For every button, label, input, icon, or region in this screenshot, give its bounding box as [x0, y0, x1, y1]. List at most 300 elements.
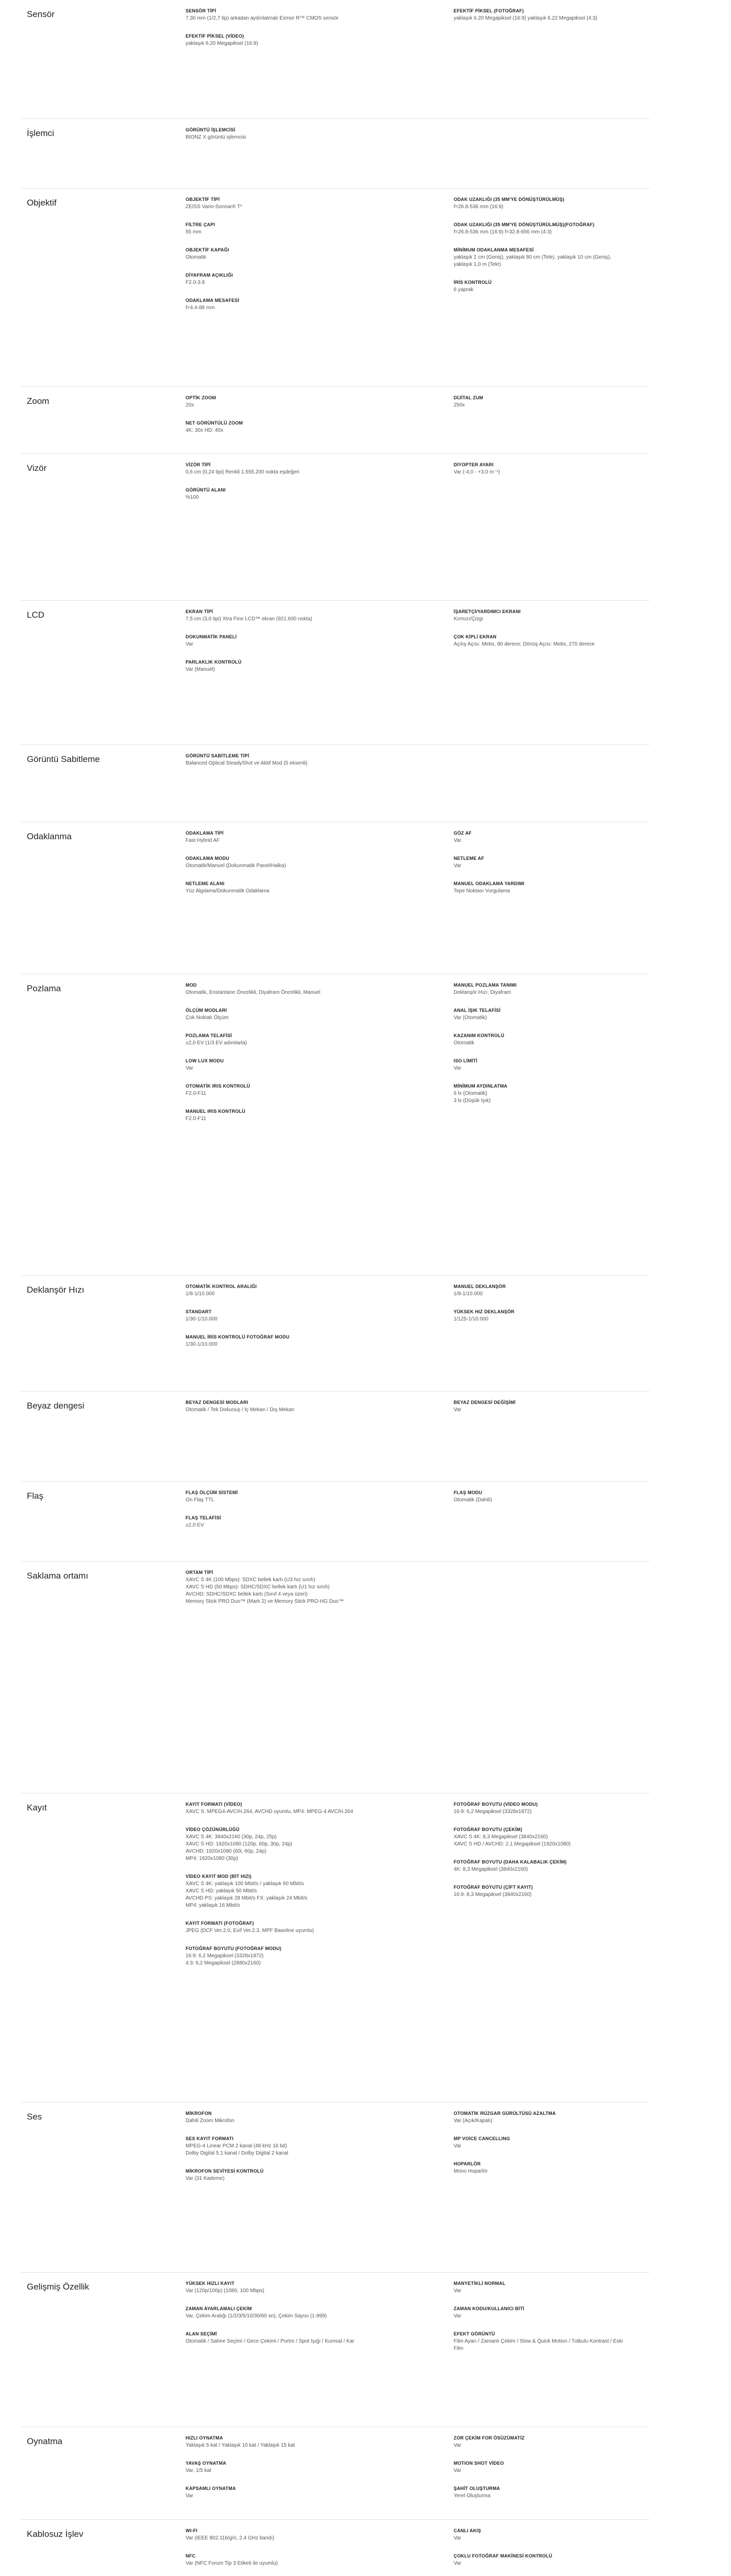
- spec-value: XAVC S 4K: 3840x2160 (30p, 24p, 25p) XAVC S HD: 1920x1080 (120p, 60p, 30p, 24p) AVCHD: 1920x1080 (60i, 60p, 24p) MP4: 1920x1080 (30p): [186, 1834, 292, 1861]
- spec-label: GÖRÜNTÜ SABİTLEME TİPİ: [186, 753, 250, 758]
- spec-item: [454, 2136, 624, 2150]
- spec-value: Var (-4,0 - +3,0 m⁻¹): [454, 469, 500, 475]
- spec-value: 6 yaprak: [454, 287, 474, 293]
- spec-item: [454, 2111, 624, 2125]
- spec-value: Yüz Algılama/Dokunmatik Odaklama: [186, 888, 270, 894]
- spec-section: [21, 386, 650, 453]
- spec-value: Var: [186, 641, 193, 647]
- spec-value: yaklaşık 6.20 Megapiksel (16:9): [186, 41, 258, 46]
- spec-value: Var: [454, 2468, 461, 2473]
- spec-item: [454, 1400, 624, 1414]
- spec-label: HIZLI OYNATMA: [186, 2435, 223, 2441]
- spec-label: BEYAZ DENGESİ DEĞİŞİMİ: [454, 1400, 516, 1405]
- spec-label: MP VOİCE CANCELLING: [454, 2136, 510, 2141]
- spec-column-right: [454, 1284, 624, 1334]
- section-title: Görüntü Sabitleme: [27, 754, 100, 764]
- spec-section: [21, 2102, 650, 2272]
- spec-value: Balanced Optical SteadyShot ve Aktif Mod (5 eksenli): [186, 760, 308, 766]
- spec-label: OTOMATİK RÜZGAR GÜRÜLTÜSÜ AZALTMA: [454, 2111, 556, 2116]
- spec-item: [186, 247, 356, 261]
- section-title: Odaklanma: [27, 832, 72, 841]
- spec-item: [454, 2331, 624, 2352]
- spec-item: [186, 222, 356, 236]
- spec-value: 1/8-1/10.000: [454, 1291, 483, 1297]
- spec-label: SENSÖR TİPİ: [186, 8, 217, 13]
- spec-value: 0,6 cm (0,24 tipi) Renkli 1.555.200 nokta eşdeğeri: [186, 469, 300, 475]
- spec-value: Var (31 Kademe): [186, 2176, 225, 2181]
- spec-item: [186, 1946, 356, 1967]
- spec-value: F2.0-3.8: [186, 280, 205, 285]
- spec-item: [186, 2306, 356, 2320]
- spec-label: ORTAM TİPİ: [186, 1570, 213, 1575]
- spec-item: [186, 462, 356, 476]
- spec-label: ÇOK KİPLİ EKRAN: [454, 634, 497, 639]
- spec-label: GÖRÜNTÜ ALANI: [186, 487, 226, 493]
- spec-column-right: [454, 831, 624, 906]
- spec-column-left: [186, 2435, 356, 2511]
- spec-item: [186, 197, 356, 211]
- spec-item: [454, 982, 624, 996]
- spec-value: XAVC S 4K (100 Mbps): SDXC bellek kartı (U3 hız sınıfı) XAVC S HD (50 Mbps): SDHC/SDXC bellek kartı (U1 hız sınıfı) AVCHD: SDHC/SDXC bellek kartı (Sınıf 4 veya üzeri) Memory Stick PRO Duo™ (Mark 2) ve Memory Stick PRO-HG Duo™: [186, 1577, 344, 1604]
- section-title: Beyaz dengesi: [27, 1401, 85, 1411]
- spec-section: [21, 974, 650, 1275]
- spec-label: DİYOPTER AYARI: [454, 462, 494, 467]
- spec-column-right: [454, 609, 624, 659]
- spec-label: MİKROFON SEVİYESİ KONTROLÜ: [186, 2168, 264, 2174]
- spec-value: Var: [454, 2143, 461, 2149]
- spec-label: MİKROFON: [186, 2111, 212, 2116]
- spec-column-left: [186, 1570, 356, 1617]
- spec-item: [186, 1515, 356, 1529]
- spec-label: İŞARETÇİ/YARDIMCI EKRANI: [454, 609, 521, 614]
- spec-value: Var (Manuel): [186, 667, 215, 672]
- spec-column-right: [454, 395, 624, 420]
- section-title: Saklama ortamı: [27, 1571, 89, 1581]
- spec-value: Var: [454, 1065, 461, 1071]
- spec-column-left: [186, 395, 356, 446]
- spec-value: 4K: 8,3 Megapiksel (3840x2160): [454, 1867, 528, 1872]
- spec-item: [186, 609, 356, 623]
- spec-item: [186, 2111, 356, 2125]
- spec-label: PARLAKLIK KONTROLÜ: [186, 659, 242, 665]
- spec-label: KAYIT FORMATI (VİDEO): [186, 1802, 242, 1807]
- spec-label: EFEKTİF PİKSEL (VİDEO): [186, 33, 244, 39]
- spec-label: CANLI AKIŞ: [454, 2528, 481, 2533]
- spec-column-left: [186, 8, 356, 59]
- spec-label: ZAMAN KODU/KULLANICI BİTİ: [454, 2306, 524, 2311]
- spec-item: [186, 1334, 356, 1348]
- spec-value: F2.0-F11: [186, 1116, 206, 1122]
- spec-value: Var: [454, 2535, 461, 2541]
- spec-label: WI-FI: [186, 2528, 197, 2533]
- spec-item: [186, 273, 356, 286]
- spec-item: [186, 2486, 356, 2500]
- spec-value: Deklanşör Hızı, Diyafram: [454, 990, 511, 995]
- spec-item: [454, 462, 624, 476]
- spec-value: ±2,0 EV (1/3 EV adımlarla): [186, 1040, 247, 1046]
- spec-value: Yaklaşık 5 kat / Yaklaşık 10 kat / Yaklaşık 15 kat: [186, 2443, 295, 2448]
- spec-value: ZEISS Vario-Sonnar® T*: [186, 204, 242, 210]
- spec-item: [454, 2486, 624, 2500]
- spec-value: yaklaşık 6.20 Megapiksel (16:9) yaklaşık 6.22 Megapiksel (4:3): [454, 15, 597, 21]
- spec-item: [454, 1802, 624, 1816]
- spec-column-right: [454, 462, 624, 487]
- spec-label: FLAŞ TELAFİSİ: [186, 1515, 221, 1520]
- spec-value: Yerel Oluşturma: [454, 2493, 491, 2499]
- spec-label: ODAKLAMA MESAFESİ: [186, 298, 240, 303]
- spec-value: Mono Hoparlör: [454, 2168, 488, 2174]
- spec-label: ŞAHİT OLUŞTURMA: [454, 2486, 500, 2491]
- spec-column-left: [186, 197, 356, 323]
- spec-column-right: [454, 2528, 624, 2576]
- spec-label: VİZÖR TİPİ: [186, 462, 211, 467]
- section-title: Deklanşör Hızı: [27, 1285, 85, 1295]
- spec-value: Kırmızı/Çizgi: [454, 616, 483, 622]
- spec-section: [21, 1391, 650, 1481]
- spec-value: BIONZ X görüntü işlemcisi: [186, 134, 246, 140]
- spec-label: MANUEL ODAKLAMA YARDIMI: [454, 881, 525, 886]
- spec-label: OPTİK ZOOM: [186, 395, 216, 400]
- spec-column-right: [454, 2111, 624, 2187]
- spec-value: 250x: [454, 402, 465, 408]
- spec-label: MANUEL İRİS KONTROLÜ FOTOĞRAF MODU: [186, 1334, 290, 1340]
- spec-label: ISO LİMİTİ: [454, 1058, 477, 1063]
- spec-label: DİJİTAL ZUM: [454, 395, 484, 400]
- spec-item: [186, 8, 356, 22]
- spec-label: ÖLÇÜM MODLARI: [186, 1008, 227, 1013]
- spec-item: [454, 1033, 624, 1047]
- spec-item: [186, 127, 356, 141]
- spec-section: [21, 453, 650, 600]
- spec-item: [186, 2435, 356, 2449]
- spec-item: [454, 247, 624, 268]
- spec-column-left: [186, 831, 356, 906]
- spec-label: FOTOĞRAF BOYUTU (DAHA KALABALIK ÇEKİM): [454, 1859, 567, 1865]
- spec-column-right: [454, 1490, 624, 1515]
- spec-item: [454, 2528, 624, 2542]
- spec-value: f=26.8-536 mm (16:9): [454, 204, 504, 210]
- spec-label: ODAKLAMA TİPİ: [186, 831, 224, 836]
- spec-item: [186, 634, 356, 648]
- spec-item: [454, 1284, 624, 1298]
- spec-label: İRİS KONTROLÜ: [454, 280, 492, 285]
- spec-value: Otomatik / Sahne Seçimi / Gece Çekimi / Portre / Spot Işığı / Kumsal / Kar: [186, 2338, 355, 2344]
- spec-label: DOKUNMATİK PANELİ: [186, 634, 237, 639]
- spec-item: [186, 1802, 356, 1816]
- spec-item: [454, 2281, 624, 2295]
- spec-value: yaklaşık 1 cm (Geniş), yaklaşık 80 cm (Tele), yaklaşık 10 cm (Geniş), yaklaşık 1,0 m (Tele): [454, 255, 611, 267]
- spec-column-left: [186, 2281, 356, 2357]
- spec-label: NETLEME ALANI: [186, 881, 225, 886]
- spec-column-right: [454, 2281, 624, 2364]
- spec-item: [186, 1033, 356, 1047]
- spec-item: [454, 1885, 624, 1899]
- spec-value: Var (120p/100p) (1080, 100 Mbps): [186, 2288, 264, 2294]
- spec-value: 6 lx (Otomatik) 3 lx (Düşük Işık): [454, 1091, 491, 1104]
- spec-section: [21, 1561, 650, 1793]
- spec-section: [21, 118, 650, 188]
- spec-label: GÖZ AF: [454, 831, 472, 836]
- spec-item: [186, 2461, 356, 2475]
- spec-label: NFC: [186, 2553, 196, 2558]
- spec-label: OTOMATİK KONTROL ARALIĞI: [186, 1284, 257, 1289]
- section-title: İşlemci: [27, 128, 54, 138]
- spec-label: ODAKLAMA MODU: [186, 856, 229, 861]
- spec-value: Var: [454, 1407, 461, 1413]
- spec-column-right: [454, 2435, 624, 2511]
- spec-item: [454, 634, 624, 648]
- spec-section: [21, 1481, 650, 1561]
- spec-item: [454, 881, 624, 895]
- spec-column-left: [186, 2111, 356, 2194]
- spec-item: [454, 1859, 624, 1873]
- spec-section: [21, 2519, 650, 2576]
- spec-item: [454, 2306, 624, 2320]
- spec-label: NETLEME AF: [454, 856, 485, 861]
- spec-value: Otomatik, Enstantane Öncelikli, Diyafram Öncelikli, Manuel: [186, 990, 321, 995]
- spec-value: 7,30 mm (1/2,7 tip) arkadan aydınlatmalı Exmor R™ CMOS sensör: [186, 15, 339, 21]
- section-title: Pozlama: [27, 984, 61, 993]
- spec-value: Otomatik (Dahili): [454, 1497, 492, 1503]
- spec-label: ODAK UZAKLIĞI (35 MM'YE DÖNÜŞTÜRÜLMÜŞ)(FOTOĞRAF): [454, 222, 595, 227]
- spec-item: [186, 2553, 356, 2567]
- spec-item: [186, 2331, 356, 2345]
- spec-item: [186, 856, 356, 870]
- spec-value: Var (NFC Forum Tip 3 Etiketi ile uyumlu): [186, 2561, 278, 2566]
- spec-item: [186, 298, 356, 312]
- spec-label: KAYIT FORMATI (FOTOĞRAF): [186, 1921, 254, 1926]
- spec-section: [21, 2427, 650, 2519]
- spec-item: [454, 222, 624, 236]
- spec-value: %100: [186, 495, 199, 500]
- spec-item: [186, 1083, 356, 1097]
- spec-value: MPEG-4 Linear PCM 2 kanal (48 kHz 16 bit) Dolby Digital 5.1 kanal / Dolby Digital 2 kanal: [186, 2143, 288, 2156]
- spec-column-right: [454, 1802, 624, 1910]
- spec-label: FİLTRE ÇAPI: [186, 222, 215, 227]
- spec-label: BEYAZ DENGESİ MODLARI: [186, 1400, 248, 1405]
- spec-label: MANYETİKLİ NORMAL: [454, 2281, 506, 2286]
- spec-value: 4K: 30x HD: 40x: [186, 428, 223, 433]
- spec-label: ZOR ÇEKİM FOR ÖSÜZÜMATİZ: [454, 2435, 525, 2441]
- spec-label: NET GÖRÜNTÜLÜ ZOOM: [186, 420, 243, 426]
- spec-value: Fast Hybrid AF: [186, 838, 220, 843]
- spec-label: ÇOKLU FOTOĞRAF MAKİNESİ KONTROLÜ: [454, 2553, 553, 2558]
- spec-label: FLAŞ MODU: [454, 1490, 483, 1495]
- spec-item: [186, 1284, 356, 1298]
- spec-item: [186, 1874, 356, 1909]
- spec-column-left: [186, 462, 356, 513]
- spec-column-right: [454, 982, 624, 1116]
- spec-item: [454, 1008, 624, 1022]
- spec-column-right: [454, 8, 624, 33]
- spec-value: Çok Noktalı Ölçüm: [186, 1015, 229, 1021]
- spec-value: Var: [454, 863, 461, 869]
- spec-label: YÜKSEK HIZ DEKLANŞÖR: [454, 1309, 515, 1314]
- spec-item: [186, 1490, 356, 1504]
- section-title: Sensör: [27, 9, 55, 19]
- spec-value: f=26.8-536 mm (16:9) f=32.8-656 mm (4:3): [454, 229, 552, 235]
- spec-item: [186, 1309, 356, 1323]
- spec-value: Var: [454, 2313, 461, 2319]
- section-title: Oynatma: [27, 2436, 62, 2446]
- spec-item: [186, 2528, 356, 2542]
- spec-label: OBJEKTİF TİPİ: [186, 197, 220, 202]
- spec-item: [186, 420, 356, 434]
- spec-item: [186, 1570, 356, 1605]
- spec-label: LOW LUX MODU: [186, 1058, 224, 1063]
- spec-label: ANAL İŞIK TELAFİSİ: [454, 1008, 501, 1013]
- spec-column-left: [186, 1490, 356, 1540]
- section-title: Objektif: [27, 198, 57, 208]
- spec-value: ±2,0 EV: [186, 1522, 204, 1528]
- spec-label: ZAMAN AYARLAMALI ÇEKİM: [186, 2306, 252, 2311]
- spec-item: [454, 8, 624, 22]
- spec-item: [186, 659, 356, 673]
- section-title: Zoom: [27, 396, 49, 406]
- spec-label: EFEKTİF PİKSEL (FOTOĞRAF): [454, 8, 524, 13]
- spec-item: [186, 1109, 356, 1123]
- spec-item: [186, 982, 356, 996]
- spec-section: [21, 1275, 650, 1391]
- spec-value: Açılış Açısı: Mebs, 90 derece; Dönüş Açısı: Mebs, 270 derece: [454, 641, 595, 647]
- spec-label: MOD: [186, 982, 197, 988]
- spec-column-left: [186, 127, 356, 152]
- section-title: Gelişmiş Özellik: [27, 2282, 89, 2292]
- section-title: LCD: [27, 610, 45, 620]
- spec-section: [21, 2272, 650, 2427]
- spec-column-right: [454, 197, 624, 305]
- spec-label: FOTOĞRAF BOYUTU (FOTOĞRAF MODU): [186, 1946, 281, 1951]
- spec-label: FOTOĞRAF BOYUTU (ÇİFT KAYIT): [454, 1885, 533, 1890]
- section-title: Flaş: [27, 1491, 44, 1501]
- spec-item: [186, 1400, 356, 1414]
- spec-label: KAPSAMLI OYNATMA: [186, 2486, 236, 2491]
- spec-value: Var (Otomatik): [454, 1015, 487, 1021]
- spec-label: STANDART: [186, 1309, 212, 1314]
- spec-value: JPEG (DCF Ver.2.0, Exif Ver.2.3, MPF Baseline uyumlu): [186, 1928, 314, 1934]
- spec-section: [21, 188, 650, 386]
- spec-item: [186, 395, 356, 409]
- spec-item: [454, 2435, 624, 2449]
- spec-label: DİYAFRAM AÇIKLIĞI: [186, 273, 233, 278]
- spec-label: HOPARLÖR: [454, 2161, 481, 2166]
- spec-value: 20x: [186, 402, 194, 408]
- spec-column-left: [186, 982, 356, 1134]
- spec-value: 16:9: 6,2 Megapiksel (3328x1872): [454, 1809, 532, 1815]
- spec-value: F2.0-F11: [186, 1091, 206, 1096]
- spec-label: FOTOĞRAF BOYUTU (VİDEO MODU): [454, 1802, 538, 1807]
- spec-value: On Flaş TTL: [186, 1497, 214, 1503]
- spec-label: VİDEO ÇÖZÜNÜRLÜĞÜ: [186, 1827, 240, 1832]
- spec-label: MANUEL POZLAMA TANIMI: [454, 982, 517, 988]
- spec-value: Var: [454, 2288, 461, 2294]
- spec-value: XAVC S 4K: 8,3 Megapiksel (3840x2160) XAVC S HD / AVCHD: 2,1 Megapiksel (1920x1080): [454, 1834, 571, 1847]
- spec-column-left: [186, 753, 356, 778]
- spec-value: Var: [454, 2561, 461, 2566]
- spec-value: 16:9: 6,2 Megapiksel (3328x1872) 4:3: 6,2 Megapiksel (2880x2160): [186, 1953, 264, 1966]
- spec-item: [454, 395, 624, 409]
- spec-item: [454, 1309, 624, 1323]
- spec-item: [454, 1490, 624, 1504]
- spec-value: Film Ayarı / Zamanlı Çekim / Slow & Quick Motion / Tutkulu Kontrast / Eski Film: [454, 2338, 623, 2351]
- section-title: Kayıt: [27, 1803, 47, 1812]
- spec-value: Var: [186, 2493, 193, 2499]
- spec-value: Dahili Zoom Mikrofon: [186, 2118, 235, 2124]
- spec-value: 1/8-1/10.000: [186, 1291, 215, 1297]
- spec-item: [186, 1827, 356, 1862]
- spec-item: [186, 1058, 356, 1072]
- spec-value: Var (Açık/Kapalı): [454, 2118, 492, 2124]
- spec-label: VİDEO KAYIT MOD (BİT HIZI): [186, 1874, 252, 1879]
- spec-item: [454, 1827, 624, 1848]
- spec-section: [21, 822, 650, 974]
- spec-label: MANUEL IRIS KONTROLÜ: [186, 1109, 245, 1114]
- spec-label: EFEKT GÖRÜNTÜ: [454, 2331, 495, 2336]
- spec-value: Var: [454, 2443, 461, 2448]
- spec-label: POZLAMA TELAFİSİ: [186, 1033, 232, 1038]
- spec-value: 1/30-1/10.000: [186, 1342, 218, 1347]
- spec-label: ALAN SEÇİMİ: [186, 2331, 217, 2336]
- spec-value: Var: [186, 1065, 193, 1071]
- spec-item: [454, 2553, 624, 2567]
- spec-value: Var (IEEE 802.11b/g/n, 2.4 GHz bandı): [186, 2535, 274, 2541]
- spec-item: [454, 2161, 624, 2175]
- spec-item: [454, 856, 624, 870]
- spec-column-left: [186, 609, 356, 685]
- spec-item: [186, 753, 356, 767]
- spec-value: Otomatik/Manuel (Dokunmatik Panel/Halka): [186, 863, 286, 869]
- spec-column-right: [454, 1400, 624, 1425]
- spec-item: [454, 831, 624, 844]
- section-title: Vizör: [27, 463, 47, 473]
- spec-label: MOTION SHOT VİDEO: [454, 2461, 504, 2466]
- spec-item: [454, 1083, 624, 1105]
- spec-section: [21, 1793, 650, 2102]
- spec-value: 1/125-1/10.000: [454, 1316, 489, 1322]
- spec-column-left: [186, 1802, 356, 1978]
- spec-item: [186, 1921, 356, 1935]
- spec-value: 16:9: 8,3 Megapiksel (3840x2160): [454, 1892, 532, 1897]
- spec-item: [186, 2168, 356, 2182]
- spec-section: [21, 0, 650, 118]
- spec-value: Otomatik / Tek Dokunuş / İç Mekan / Dış Mekan: [186, 1407, 295, 1413]
- spec-column-left: [186, 1400, 356, 1425]
- spec-value: 7,5 cm (3,0 tipi) Xtra Fine LCD™ ekran (921.600 nokta): [186, 616, 312, 622]
- spec-item: [454, 1058, 624, 1072]
- spec-value: 1/30-1/10.000: [186, 1316, 218, 1322]
- spec-item: [186, 2281, 356, 2295]
- spec-section: [21, 744, 650, 822]
- spec-value: XAVC S 4K: yaklaşık 100 Mbit/s / yaklaşık 60 Mbit/s XAVC S HD: yaklaşık 50 Mbit/s AVCHD PS: yaklaşık 28 Mbit/s FX: yaklaşık 24 Mbit/s MP4: yaklaşık 16 Mbit/s: [186, 1881, 307, 1908]
- spec-item: [186, 33, 356, 47]
- spec-value: f=4.4-88 mm: [186, 305, 215, 311]
- spec-item: [186, 1008, 356, 1022]
- spec-value: Tepe Noktası Vurgulama: [454, 888, 510, 894]
- spec-value: Var, 1/5 kat: [186, 2468, 211, 2473]
- spec-item: [454, 197, 624, 211]
- spec-label: YAVAŞ OYNATMA: [186, 2461, 226, 2466]
- spec-section: [21, 600, 650, 744]
- spec-item: [186, 487, 356, 501]
- spec-item: [186, 2136, 356, 2157]
- spec-label: YÜKSEK HIZLI KAYIT: [186, 2281, 235, 2286]
- spec-label: SES KAYIT FORMATI: [186, 2136, 234, 2141]
- spec-label: OBJEKTİF KAPAĞI: [186, 247, 229, 252]
- spec-item: [454, 609, 624, 623]
- spec-value: Var, Çekim Aralığı (1/2/3/5/10/30/60 sn), Çekim Sayısı (1-999): [186, 2313, 327, 2319]
- spec-value: 55 mm: [186, 229, 202, 235]
- spec-value: Otomatik: [186, 255, 207, 260]
